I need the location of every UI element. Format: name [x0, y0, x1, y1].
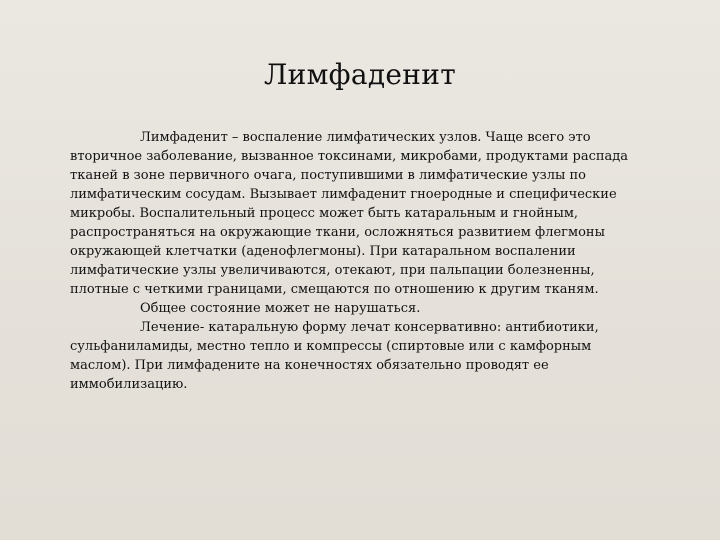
paragraph-treatment: Лечение- катаральную форму лечат консервативно: антибиотики, сульфаниламиды, местно тепло и компрессы (спиртовые или с камфорным маслом). При лимфадените на конечностях обязательно проводят ее иммобилизацию.: [70, 320, 599, 392]
slide-body: [70, 128, 655, 394]
paragraph-general-state: Общее состояние может не нарушаться.: [140, 301, 421, 316]
paragraph-definition: Лимфаденит – воспаление лимфатических узлов. Чаще всего это вторичное заболевание, вызванное токсинами, микробами, продуктами распада тканей в зоне первичного очага, поступившими в лимфатические узлы по лимфатическим сосудам. Вызывает лимфаденит гноеродные и специфические микробы. Воспалительный процесс может быть катаральным и гнойным, распространяться на окружающие ткани, осложняться развитием флегмоны окружающей клетчатки (аденофлегмоны). При катаральном воспалении лимфатические узлы увеличиваются, отекают, при пальпации болезненны, плотные с четкими границами, смещаются по отношению к другим тканям.: [70, 130, 629, 297]
slide-title: Лимфаденит: [263, 58, 457, 91]
